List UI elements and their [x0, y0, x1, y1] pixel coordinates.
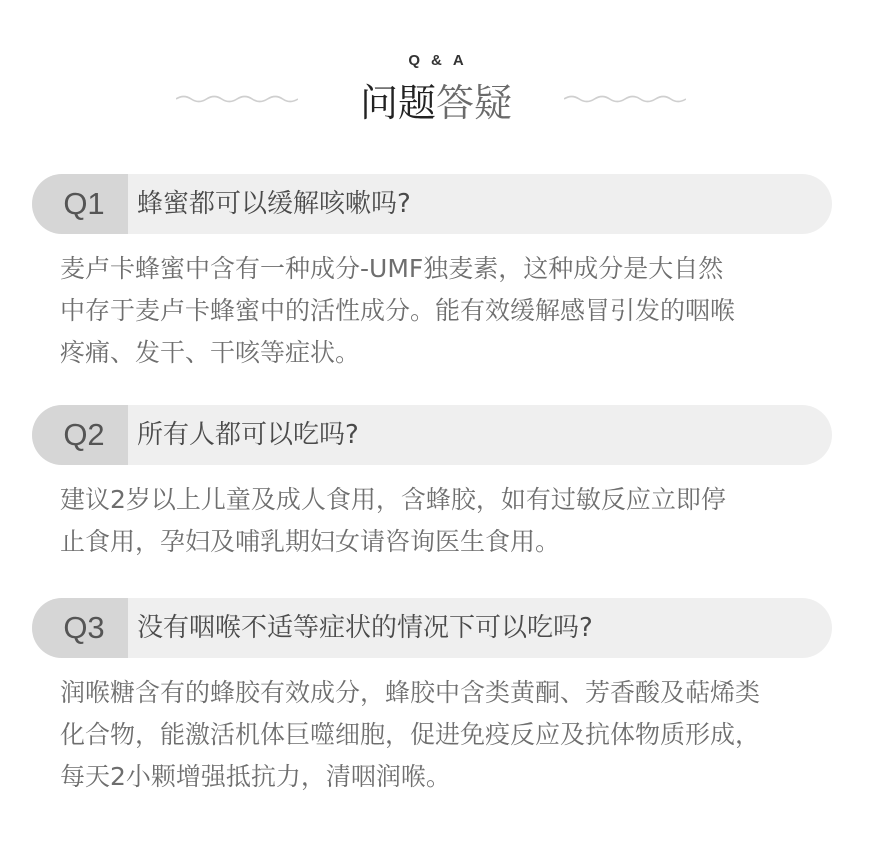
answer-line: 每天2小颗增强抵抗力，清咽润喉。 [60, 762, 451, 791]
page-header [0, 48, 872, 138]
faq-item-2 [32, 405, 832, 563]
answer-line: 麦卢卡蜂蜜中含有一种成分-UMF独麦素，这种成分是大自然 [60, 254, 724, 283]
question-number: Q3 [32, 598, 128, 658]
answer-line: 止食用，孕妇及哺乳期妇女请咨询医生食用。 [60, 527, 561, 556]
faq-item-3 [32, 598, 832, 798]
question-bar [32, 598, 832, 658]
answer-line: 化合物，能激活机体巨噬细胞，促进免疫反应及抗体物质形成， [60, 720, 761, 749]
question-bar [32, 174, 832, 234]
answer-line: 润喉糖含有的蜂胶有效成分，蜂胶中含类黄酮、芳香酸及萜烯类 [60, 678, 761, 707]
question-text: 所有人都可以吃吗? [137, 420, 359, 450]
answer-text [60, 248, 820, 374]
page-title [0, 78, 872, 128]
page-title-dark: 问题 [359, 81, 436, 125]
answer-line: 疼痛、发干、干咳等症状。 [60, 338, 361, 367]
qa-subtitle: Q&A [408, 52, 475, 69]
question-text: 蜂蜜都可以缓解咳嗽吗? [137, 189, 411, 219]
question-text: 没有咽喉不适等症状的情况下可以吃吗? [137, 613, 593, 643]
question-number: Q2 [32, 405, 128, 465]
answer-text [60, 479, 820, 563]
question-bar [32, 405, 832, 465]
right-wave-decoration [564, 92, 686, 106]
answer-text [60, 672, 820, 798]
answer-line: 中存于麦卢卡蜂蜜中的活性成分。能有效缓解感冒引发的咽喉 [60, 296, 736, 325]
faq-item-1 [32, 174, 832, 374]
question-number: Q1 [32, 174, 128, 234]
answer-line: 建议2岁以上儿童及成人食用，含蜂胶，如有过敏反应立即停 [60, 485, 726, 514]
page-title-light: 答疑 [436, 81, 513, 125]
